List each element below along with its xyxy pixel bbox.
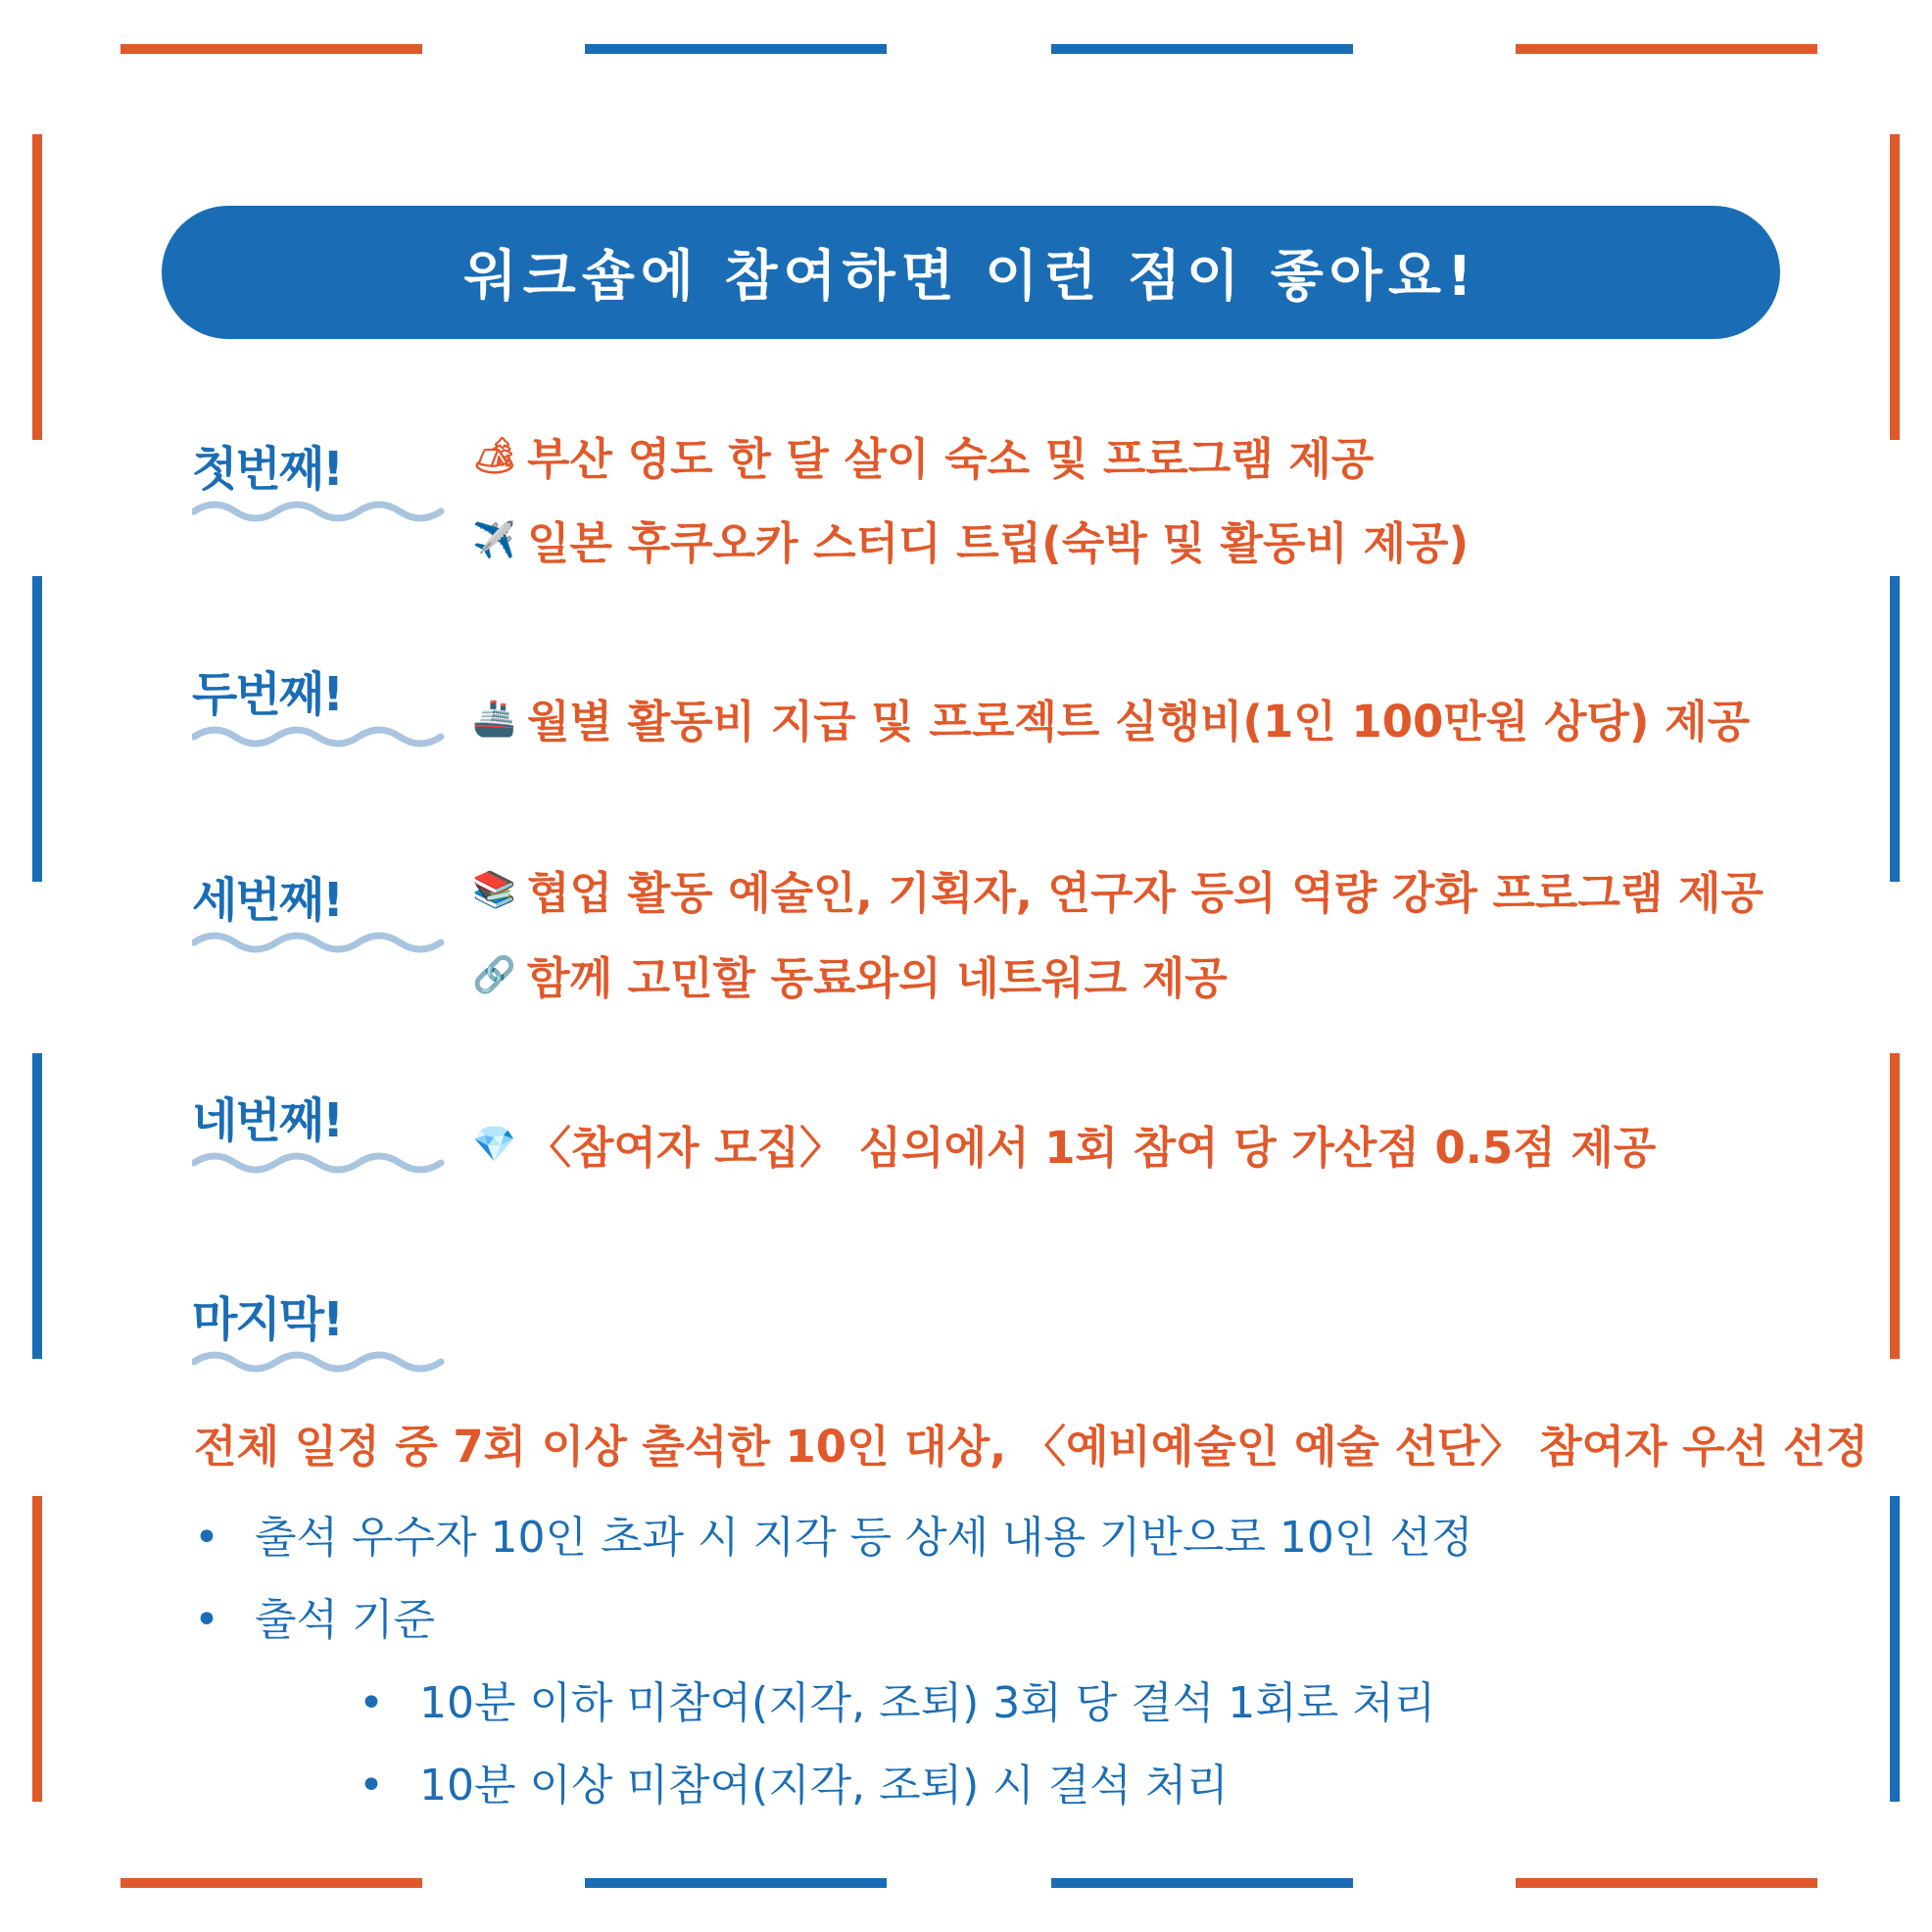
bullet-item — [194, 1584, 435, 1647]
badge-label: 두번째! — [192, 667, 342, 722]
item-text: 협업 활동 예술인, 기획자, 연구자 등의 역량 강화 프로그램 제공 — [527, 867, 1763, 919]
bullet-dot: • — [359, 1678, 384, 1728]
wave-icon — [192, 929, 445, 956]
list-item — [472, 1112, 1656, 1176]
item-text: 월별 활동비 지급 및 프로젝트 실행비(1인 100만원 상당) 제공 — [527, 696, 1751, 748]
frame-bar-top-4 — [1516, 44, 1817, 54]
badge-second — [192, 656, 449, 774]
badge-label: 마지막! — [192, 1292, 342, 1347]
bullet-dot: • — [359, 1761, 384, 1811]
list-item — [472, 423, 1374, 487]
wave-icon — [192, 498, 445, 525]
frame-bar-top-1 — [121, 44, 422, 54]
badge-first — [192, 431, 449, 549]
badge-label: 세번째! — [192, 873, 342, 928]
camping-tent-icon: 🏕 — [472, 435, 517, 476]
list-item — [472, 942, 1228, 1006]
list-item — [472, 686, 1750, 749]
badge-label: 네번째! — [192, 1093, 342, 1148]
wave-icon — [192, 723, 445, 750]
item-text: 부산 영도 한 달 살이 숙소 및 프로그램 제공 — [527, 433, 1375, 485]
bullet-item — [194, 1502, 1473, 1565]
frame-bar-right-2 — [1890, 576, 1900, 882]
frame-bar-left-2 — [32, 576, 42, 882]
badge-label: 첫번째! — [192, 442, 342, 497]
list-item — [472, 857, 1763, 921]
bullet-text: 출석 우수자 10인 초과 시 지각 등 상세 내용 기반으로 10인 선정 — [255, 1513, 1473, 1563]
frame-bar-bottom-2 — [585, 1878, 887, 1888]
sub-bullet-item — [359, 1750, 1229, 1812]
badge-third — [192, 862, 449, 980]
frame-bar-left-4 — [32, 1496, 42, 1802]
item-text: 함께 고민할 동료와의 네트워크 제공 — [527, 952, 1228, 1004]
item-text: 〈참여자 모집〉 심의에서 1회 참여 당 가산점 0.5점 제공 — [527, 1122, 1657, 1174]
bullet-dot: • — [194, 1513, 219, 1563]
frame-bar-top-2 — [585, 44, 887, 54]
frame-bar-bottom-1 — [121, 1878, 422, 1888]
books-icon: 📚 — [472, 869, 516, 910]
wave-icon — [192, 1348, 445, 1376]
frame-bar-right-4 — [1890, 1496, 1900, 1802]
title-banner — [162, 206, 1780, 339]
page-title: 워크숍에 참여하면 이런 점이 좋아요! — [463, 245, 1478, 309]
link-icon: 🔗 — [472, 954, 516, 995]
item-text: 일본 후쿠오카 스터디 트립(숙박 및 활동비 제공) — [527, 517, 1470, 569]
frame-bar-right-3 — [1890, 1053, 1900, 1359]
frame-bar-bottom-3 — [1051, 1878, 1353, 1888]
sub-bullet-item — [359, 1667, 1435, 1730]
frame-bar-right-1 — [1890, 134, 1900, 440]
wave-icon — [192, 1149, 445, 1177]
ship-icon: 🚢 — [472, 698, 516, 739]
gem-icon: 💎 — [472, 1124, 516, 1165]
airplane-icon: ✈️ — [472, 519, 516, 560]
list-item — [472, 507, 1469, 571]
frame-bar-left-1 — [32, 134, 42, 440]
bullet-text: 출석 기준 — [255, 1595, 436, 1645]
frame-bar-top-3 — [1051, 44, 1353, 54]
frame-bar-bottom-4 — [1516, 1878, 1817, 1888]
frame-bar-left-3 — [32, 1053, 42, 1359]
final-headline: 전체 일정 중 7회 이상 출석한 10인 대상, 〈예비예술인 예술 선단〉 참여자 우선 선정 — [194, 1421, 1868, 1473]
bullet-dot: • — [194, 1595, 219, 1645]
badge-last — [192, 1281, 449, 1399]
bullet-text: 10분 이상 미참여(지각, 조퇴) 시 결석 처리 — [419, 1761, 1229, 1811]
bullet-text: 10분 이하 미참여(지각, 조퇴) 3회 당 결석 1회로 처리 — [419, 1678, 1436, 1728]
badge-fourth — [192, 1083, 449, 1200]
